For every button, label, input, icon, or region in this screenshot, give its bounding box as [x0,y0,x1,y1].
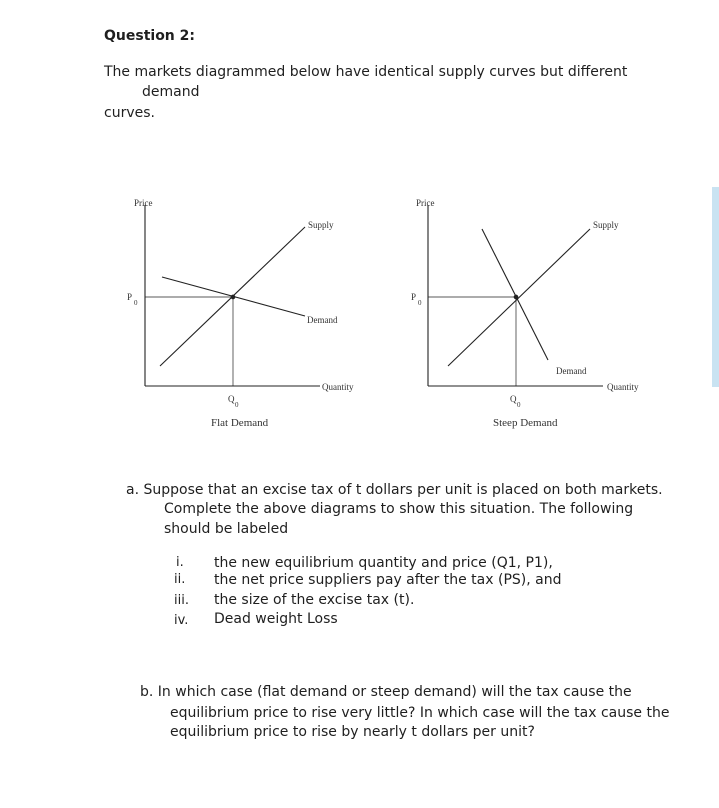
flat-demand-caption: Flat Demand [211,417,269,429]
flat-p0-label: P [127,292,133,302]
diagrams [0,180,719,450]
flat-q0-label: Q [228,394,235,404]
steep-p0-subscript: 0 [418,299,422,307]
flat-supply-label: Supply [308,220,334,230]
steep-quantity-label: Quantity [607,382,639,392]
steep-equilibrium-point [514,295,518,299]
part-b-line-1: b. In which case (flat demand or steep demand) will the tax cause the [140,684,632,700]
part-a-item-1-num: i. [176,555,184,570]
steep-demand-caption: Steep Demand [493,417,558,429]
flat-p0-subscript: 0 [134,299,138,307]
steep-p0-label: P [411,292,417,302]
steep-demand-label: Demand [556,366,587,376]
steep-price-label: Price [416,198,435,208]
steep-q0-subscript: 0 [517,401,521,409]
flat-equilibrium-point [231,295,235,299]
intro-line-1: The markets diagrammed below have identical supply curves but different [104,64,628,80]
steep-q0-label: Q [510,394,517,404]
steep-supply-curve [448,229,590,366]
part-a-line-2: Complete the above diagrams to show this situation. The following [164,501,634,517]
intro-line-3: curves. [104,105,155,121]
question-title: Question 2: [104,28,195,44]
part-a-item-3-num: iii. [174,593,189,608]
part-b-line-3: equilibrium price to rise by nearly t dollars per unit? [170,724,535,740]
part-a-line-1: a. Suppose that an excise tax of t dollars per unit is placed on both markets. [126,482,663,498]
part-a-item-1-text: the new equilibrium quantity and price (Q1, P1), [214,555,553,571]
steep-demand-diagram [428,205,603,386]
flat-q0-subscript: 0 [235,401,239,409]
part-a-item-2-num: ii. [174,572,186,587]
steep-supply-label: Supply [593,220,619,230]
part-a-item-4-num: iv. [174,613,189,628]
flat-quantity-label: Quantity [322,382,354,392]
flat-demand-diagram [145,205,320,386]
flat-demand-label: Demand [307,315,338,325]
part-a-item-4-text: Dead weight Loss [214,611,338,627]
part-a-item-3-text: the size of the excise tax (t). [214,592,415,608]
intro-line-2: demand [142,84,200,100]
part-a-line-3: should be labeled [164,521,289,537]
part-a-item-2-text: the net price suppliers pay after the tax (PS), and [214,572,562,588]
flat-price-label: Price [134,198,153,208]
steep-demand-curve [482,229,548,360]
part-b-line-2: equilibrium price to rise very little? In which case will the tax cause the [170,705,670,721]
diagram-canvas [0,180,719,450]
